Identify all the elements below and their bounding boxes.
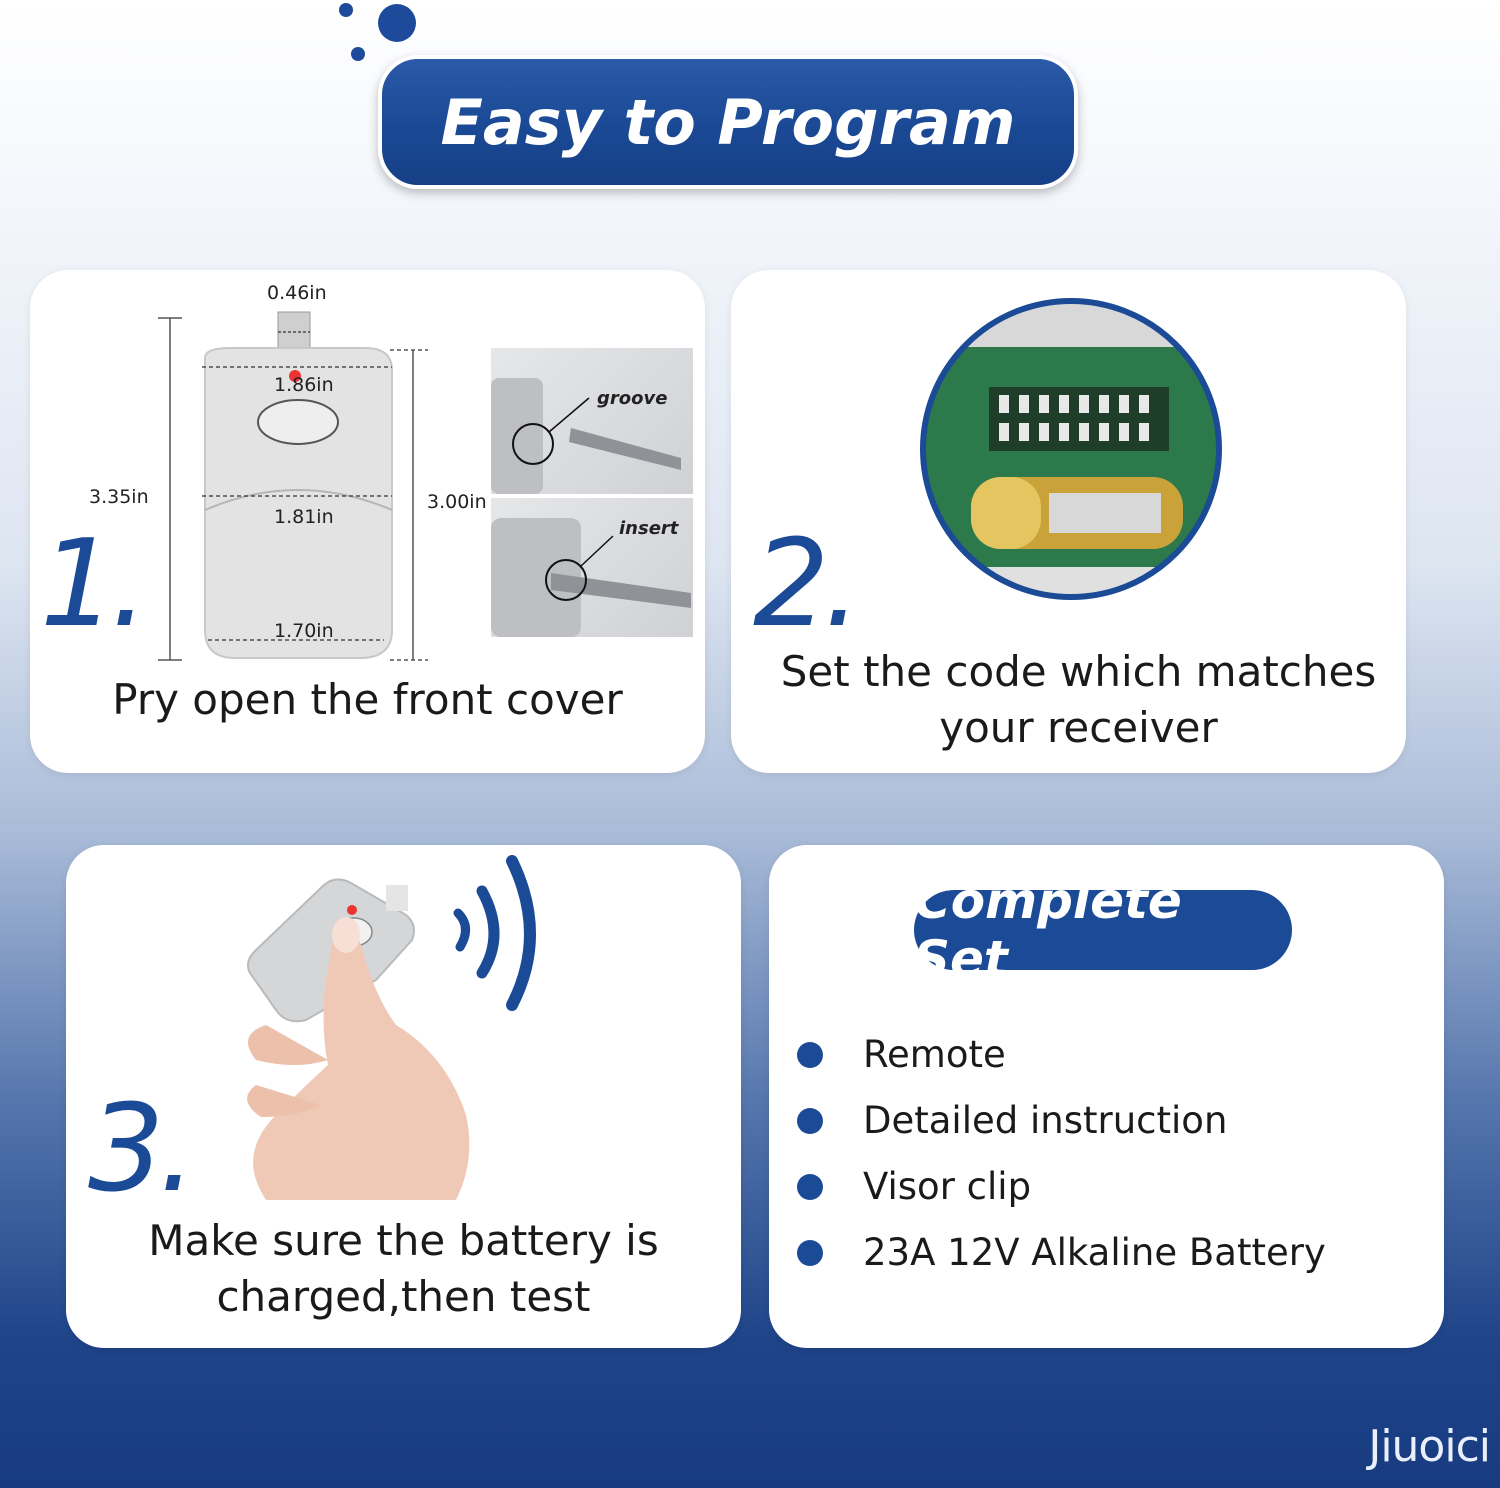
top-width-label: 1.86in [274,374,334,396]
step-3-caption-line1: Make sure the battery is [148,1216,659,1265]
step-2-caption-line1: Set the code which matches [780,647,1377,696]
step-1-caption: Pry open the front cover [112,675,623,724]
body-height-label: 3.00in [427,491,487,513]
insert-label: insert [619,518,679,539]
complete-set-title-pill [914,872,1292,988]
step-1-number: 1. [40,515,143,654]
page-title: Easy to Program [440,85,1016,159]
bottom-width-label: 1.70in [274,620,334,642]
complete-set-card [769,845,1444,1348]
groove-photo [491,348,693,494]
brand-logo: Jiuoici [1368,1421,1490,1472]
step-3-number: 3. [88,1080,191,1219]
mid-width-label: 1.81in [274,506,334,528]
step-1-card [30,270,705,773]
decor-dot [378,4,416,42]
step-3-caption-line2: charged,then test [216,1272,591,1321]
decor-dot [351,47,365,61]
step-2-caption-line2: your receiver [939,703,1218,752]
clip-width-label: 0.46in [267,282,327,304]
header-banner [378,55,1078,189]
total-height-label: 3.35in [89,486,149,508]
dip-switch-board-image [919,297,1223,601]
list-item [797,1165,1031,1208]
insert-photo [491,498,693,637]
complete-set-title: Complete Set [914,872,1182,988]
bullet-icon [797,1174,823,1200]
list-item-label: Detailed instruction [863,1099,1228,1142]
groove-label: groove [597,388,668,409]
step-3-card [66,845,741,1348]
step-2-number: 2. [753,515,856,654]
list-item [797,1033,1006,1076]
bullet-icon [797,1240,823,1266]
list-item-label: Visor clip [863,1165,1032,1208]
bullet-icon [797,1042,823,1068]
decor-dot [339,3,353,17]
bullet-icon [797,1108,823,1134]
list-item [797,1231,1326,1274]
list-item [797,1099,1227,1142]
step-2-card [731,270,1406,773]
list-item-label: 23A 12V Alkaline Battery [863,1231,1326,1274]
hand-remote-image [236,855,576,1200]
list-item-label: Remote [863,1033,1006,1076]
